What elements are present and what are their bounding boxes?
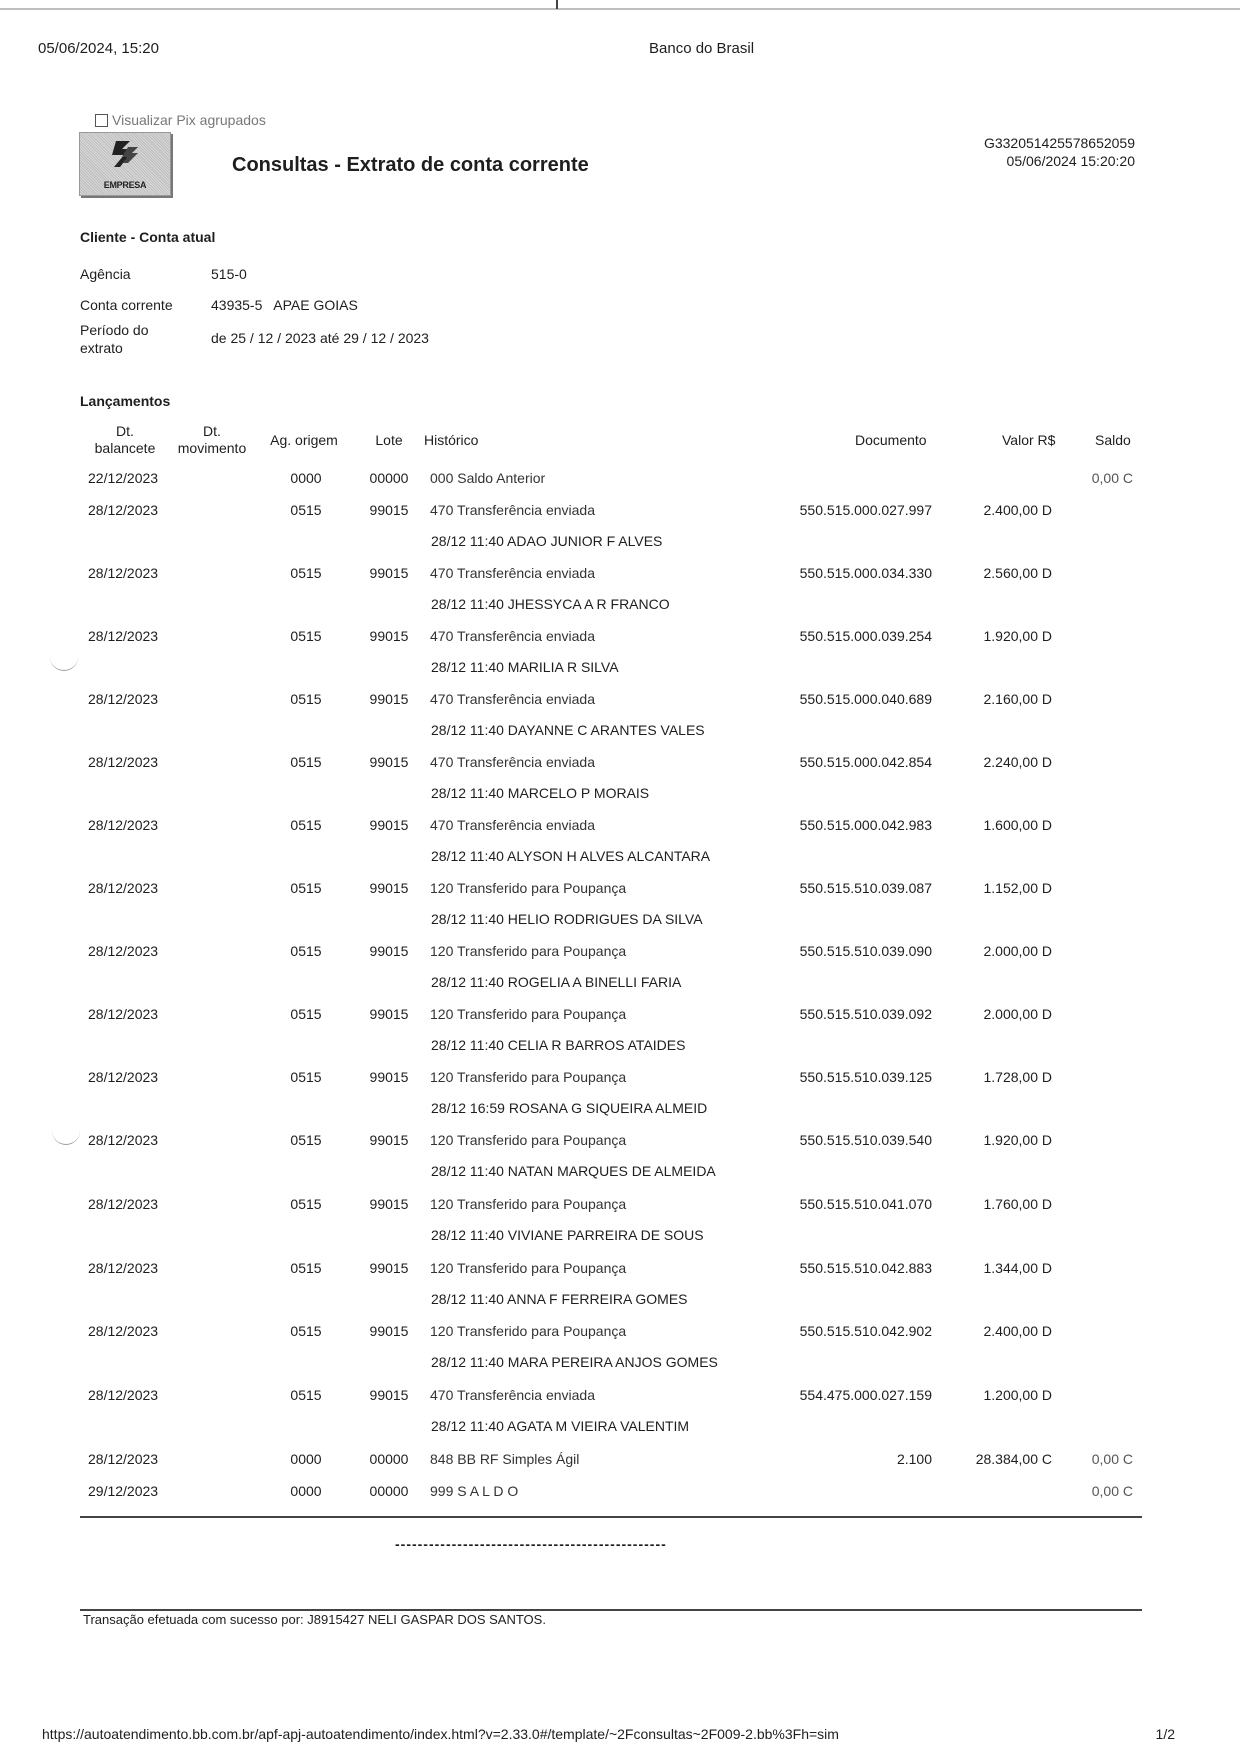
header-dt-movimento-line1: Dt. — [203, 423, 221, 439]
cell-lote: 00000 — [369, 1483, 409, 1499]
cell-lote: 99015 — [369, 880, 409, 896]
cell-valor: 2.000,00 D — [983, 943, 1052, 959]
cell-ag-origem: 0515 — [290, 754, 322, 770]
conta-label: Conta corrente — [80, 297, 173, 313]
cell-historico: 120 Transferido para Poupança — [430, 943, 627, 959]
periodo-value: de 25 / 12 / 2023 até 29 / 12 / 2023 — [211, 330, 429, 346]
cell-documento: 554.475.000.027.159 — [799, 1387, 932, 1403]
header-dt-balancete-line2: balancete — [94, 440, 156, 456]
cell-historico: 120 Transferido para Poupança — [430, 1132, 627, 1148]
cell-valor: 2.560,00 D — [983, 565, 1052, 581]
cell-documento: 550.515.510.039.540 — [799, 1132, 932, 1148]
cell-ag-origem: 0515 — [290, 1069, 322, 1085]
cell-dt-balancete: 28/12/2023 — [88, 880, 159, 896]
header-dt-movimento — [172, 423, 252, 457]
cell-lote: 99015 — [369, 1132, 409, 1148]
row-detail: 28/12 11:40 ADAO JUNIOR F ALVES — [431, 533, 663, 549]
agencia-value: 515-0 — [211, 266, 247, 282]
pix-grouped-label: Visualizar Pix agrupados — [112, 112, 266, 128]
cell-dt-balancete: 28/12/2023 — [88, 1006, 159, 1022]
separator-dashes: ------------------------------------------------ — [395, 1536, 667, 1552]
table-row — [0, 1006, 1240, 1026]
cell-lote: 99015 — [369, 817, 409, 833]
cell-ag-origem: 0515 — [290, 1260, 322, 1276]
cell-valor: 2.160,00 D — [983, 691, 1052, 707]
cell-lote: 99015 — [369, 1323, 409, 1339]
lancamentos-title: Lançamentos — [80, 393, 171, 409]
table-row — [0, 470, 1240, 490]
cell-ag-origem: 0515 — [290, 880, 322, 896]
cell-ag-origem: 0515 — [290, 1132, 322, 1148]
row-detail: 28/12 11:40 MARCELO P MORAIS — [431, 785, 650, 801]
header-dt-balancete-line1: Dt. — [116, 423, 134, 439]
row-detail: 28/12 11:40 ROGELIA A BINELLI FARIA — [431, 974, 682, 990]
cell-lote: 99015 — [369, 628, 409, 644]
periodo-label-line1: Período do — [80, 322, 149, 338]
cell-historico: 120 Transferido para Poupança — [430, 1323, 627, 1339]
table-row — [0, 1196, 1240, 1216]
cell-documento: 550.515.000.039.254 — [799, 628, 932, 644]
cell-dt-balancete: 28/12/2023 — [88, 502, 159, 518]
table-row — [0, 943, 1240, 963]
cell-dt-balancete: 28/12/2023 — [88, 817, 159, 833]
cell-lote: 99015 — [369, 1196, 409, 1212]
cell-documento: 550.515.000.042.854 — [799, 754, 932, 770]
cell-documento: 550.515.510.041.070 — [799, 1196, 932, 1212]
cell-lote: 99015 — [369, 1006, 409, 1022]
cell-dt-balancete: 28/12/2023 — [88, 628, 159, 644]
cell-historico: 120 Transferido para Poupança — [430, 1069, 627, 1085]
cell-valor: 1.920,00 D — [983, 628, 1052, 644]
header-dt-movimento-line2: movimento — [177, 440, 247, 456]
cell-historico: 470 Transferência enviada — [430, 502, 595, 518]
cell-historico: 470 Transferência enviada — [430, 754, 595, 770]
cell-ag-origem: 0515 — [290, 1196, 322, 1212]
cell-valor: 2.400,00 D — [983, 502, 1052, 518]
cell-valor: 2.000,00 D — [983, 1006, 1052, 1022]
cell-valor: 2.240,00 D — [983, 754, 1052, 770]
table-row — [0, 628, 1240, 648]
cell-dt-balancete: 28/12/2023 — [88, 691, 159, 707]
cell-documento: 550.515.510.039.125 — [799, 1069, 932, 1085]
pix-grouped-toggle[interactable] — [95, 112, 266, 128]
header-documento: Documento — [855, 432, 927, 448]
reference-code: G332051425578652059 — [983, 135, 1135, 151]
table-row — [0, 1132, 1240, 1152]
print-url: https://autoatendimento.bb.com.br/apf-apj-autoatendimento/index.html?v=2.33.0#/template/~2Fconsultas~2F009-2.bb%3Fh=sim — [42, 1726, 839, 1742]
cell-documento: 550.515.510.042.883 — [799, 1260, 932, 1276]
cell-saldo: 0,00 C — [1091, 1451, 1133, 1467]
table-row — [0, 1260, 1240, 1280]
cell-ag-origem: 0000 — [290, 1483, 322, 1499]
cell-ag-origem: 0515 — [290, 1006, 322, 1022]
cell-historico: 999 S A L D O — [430, 1483, 519, 1499]
cell-lote: 99015 — [369, 1387, 409, 1403]
cell-valor: 1.152,00 D — [983, 880, 1052, 896]
header-dt-balancete — [90, 423, 160, 457]
page-title: Consultas - Extrato de conta corrente — [232, 154, 589, 176]
cell-historico: 470 Transferência enviada — [430, 628, 595, 644]
cell-valor: 1.760,00 D — [983, 1196, 1052, 1212]
row-detail: 28/12 11:40 ALYSON H ALVES ALCANTARA — [431, 848, 711, 864]
cell-lote: 99015 — [369, 754, 409, 770]
cell-documento: 550.515.510.042.902 — [799, 1323, 932, 1339]
cell-documento: 550.515.510.039.092 — [799, 1006, 932, 1022]
header-valor: Valor R$ — [1002, 432, 1056, 448]
table-row — [0, 817, 1240, 837]
table-row — [0, 880, 1240, 900]
cell-saldo: 0,00 C — [1091, 470, 1133, 486]
cell-dt-balancete: 28/12/2023 — [88, 1069, 159, 1085]
header-lote: Lote — [375, 432, 403, 448]
table-bottom-rule — [80, 1516, 1142, 1518]
cell-saldo: 0,00 C — [1091, 1483, 1133, 1499]
row-detail: 28/12 11:40 MARILIA R SILVA — [431, 659, 619, 675]
cell-lote: 99015 — [369, 1069, 409, 1085]
cell-historico: 000 Saldo Anterior — [430, 470, 546, 486]
cell-valor: 2.400,00 D — [983, 1323, 1052, 1339]
cell-historico: 470 Transferência enviada — [430, 1387, 595, 1403]
cell-valor: 1.200,00 D — [983, 1387, 1052, 1403]
cell-dt-balancete: 28/12/2023 — [88, 565, 159, 581]
cell-ag-origem: 0000 — [290, 1451, 322, 1467]
periodo-label-line2: extrato — [80, 340, 123, 356]
row-detail: 28/12 11:40 ANNA F FERREIRA GOMES — [431, 1291, 688, 1307]
header-historico: Histórico — [424, 432, 479, 448]
footer-rule — [80, 1609, 1142, 1611]
row-detail: 28/12 11:40 MARA PEREIRA ANJOS GOMES — [431, 1354, 718, 1370]
cell-documento: 550.515.000.027.997 — [799, 502, 932, 518]
table-row — [0, 1069, 1240, 1089]
cell-ag-origem: 0515 — [290, 691, 322, 707]
row-detail: 28/12 11:40 HELIO RODRIGUES DA SILVA — [431, 911, 703, 927]
cell-documento: 2.100 — [896, 1451, 932, 1467]
cell-historico: 120 Transferido para Poupança — [430, 1260, 627, 1276]
table-row — [0, 754, 1240, 774]
table-row — [0, 502, 1240, 522]
cell-lote: 99015 — [369, 502, 409, 518]
scan-mark — [50, 656, 78, 671]
print-site-title: Banco do Brasil — [649, 40, 755, 57]
cell-ag-origem: 0515 — [290, 628, 322, 644]
reference-block — [984, 134, 1135, 170]
cell-lote: 99015 — [369, 565, 409, 581]
cell-dt-balancete: 28/12/2023 — [88, 754, 159, 770]
cell-valor: 28.384,00 C — [975, 1451, 1052, 1467]
cell-historico: 848 BB RF Simples Ágil — [430, 1451, 580, 1467]
cell-ag-origem: 0515 — [290, 502, 322, 518]
agencia-label: Agência — [80, 266, 131, 282]
cell-historico: 120 Transferido para Poupança — [430, 880, 627, 896]
row-detail: 28/12 11:40 VIVIANE PARREIRA DE SOUS — [431, 1227, 704, 1243]
table-row — [0, 691, 1240, 711]
header-saldo: Saldo — [1095, 432, 1131, 448]
row-detail: 28/12 16:59 ROSANA G SIQUEIRA ALMEID — [431, 1100, 708, 1116]
cell-dt-balancete: 22/12/2023 — [88, 470, 159, 486]
cell-dt-balancete: 28/12/2023 — [88, 943, 159, 959]
table-row — [0, 1451, 1240, 1471]
row-detail: 28/12 11:40 DAYANNE C ARANTES VALES — [431, 722, 705, 738]
scan-tick-mark — [556, 0, 558, 9]
cell-lote: 99015 — [369, 691, 409, 707]
cell-lote: 00000 — [369, 1451, 409, 1467]
row-detail: 28/12 11:40 AGATA M VIEIRA VALENTIM — [431, 1418, 690, 1434]
transaction-footer: Transação efetuada com sucesso por: J8915427 NELI GASPAR DOS SANTOS. — [83, 1612, 546, 1627]
row-detail: 28/12 11:40 CELIA R BARROS ATAIDES — [431, 1037, 686, 1053]
cell-lote: 99015 — [369, 1260, 409, 1276]
table-row — [0, 1323, 1240, 1343]
conta-value: 43935-5 APAE GOIAS — [211, 297, 358, 313]
cell-lote: 00000 — [369, 470, 409, 486]
cell-historico: 120 Transferido para Poupança — [430, 1196, 627, 1212]
page-number: 1/2 — [1155, 1726, 1175, 1742]
cell-ag-origem: 0515 — [290, 1387, 322, 1403]
bb-empresa-logo — [79, 132, 171, 196]
cell-historico: 470 Transferência enviada — [430, 817, 595, 833]
cell-historico: 120 Transferido para Poupança — [430, 1006, 627, 1022]
cell-ag-origem: 0515 — [290, 943, 322, 959]
cell-lote: 99015 — [369, 943, 409, 959]
cell-dt-balancete: 28/12/2023 — [88, 1260, 159, 1276]
reference-timestamp: 05/06/2024 15:20:20 — [1006, 153, 1135, 169]
cell-valor: 1.344,00 D — [983, 1260, 1052, 1276]
cell-historico: 470 Transferência enviada — [430, 565, 595, 581]
cell-dt-balancete: 28/12/2023 — [88, 1323, 159, 1339]
cell-ag-origem: 0515 — [290, 817, 322, 833]
bb-logo-icon — [108, 137, 142, 171]
cell-dt-balancete: 28/12/2023 — [88, 1451, 159, 1467]
cell-documento: 550.515.000.040.689 — [799, 691, 932, 707]
table-row — [0, 565, 1240, 585]
cell-valor: 1.600,00 D — [983, 817, 1052, 833]
pix-grouped-checkbox[interactable] — [95, 114, 108, 127]
cell-documento: 550.515.000.034.330 — [799, 565, 932, 581]
cell-ag-origem: 0515 — [290, 565, 322, 581]
cell-ag-origem: 0515 — [290, 1323, 322, 1339]
cell-dt-balancete: 28/12/2023 — [88, 1132, 159, 1148]
cell-dt-balancete: 29/12/2023 — [88, 1483, 159, 1499]
print-datetime: 05/06/2024, 15:20 — [38, 40, 159, 57]
cell-documento: 550.515.510.039.087 — [799, 880, 932, 896]
logo-text: EMPRESA — [103, 180, 147, 190]
table-row — [0, 1387, 1240, 1407]
cell-dt-balancete: 28/12/2023 — [88, 1196, 159, 1212]
row-detail: 28/12 11:40 JHESSYCA A R FRANCO — [431, 596, 670, 612]
client-section-title: Cliente - Conta atual — [80, 229, 216, 245]
table-row — [0, 1483, 1240, 1503]
cell-valor: 1.920,00 D — [983, 1132, 1052, 1148]
cell-valor: 1.728,00 D — [983, 1069, 1052, 1085]
periodo-label — [80, 321, 149, 357]
cell-documento: 550.515.000.042.983 — [799, 817, 932, 833]
scan-edge-line — [0, 8, 1240, 10]
row-detail: 28/12 11:40 NATAN MARQUES DE ALMEIDA — [431, 1163, 716, 1179]
cell-ag-origem: 0000 — [290, 470, 322, 486]
cell-documento: 550.515.510.039.090 — [799, 943, 932, 959]
cell-historico: 470 Transferência enviada — [430, 691, 595, 707]
cell-dt-balancete: 28/12/2023 — [88, 1387, 159, 1403]
header-ag-origem: Ag. origem — [270, 432, 338, 448]
